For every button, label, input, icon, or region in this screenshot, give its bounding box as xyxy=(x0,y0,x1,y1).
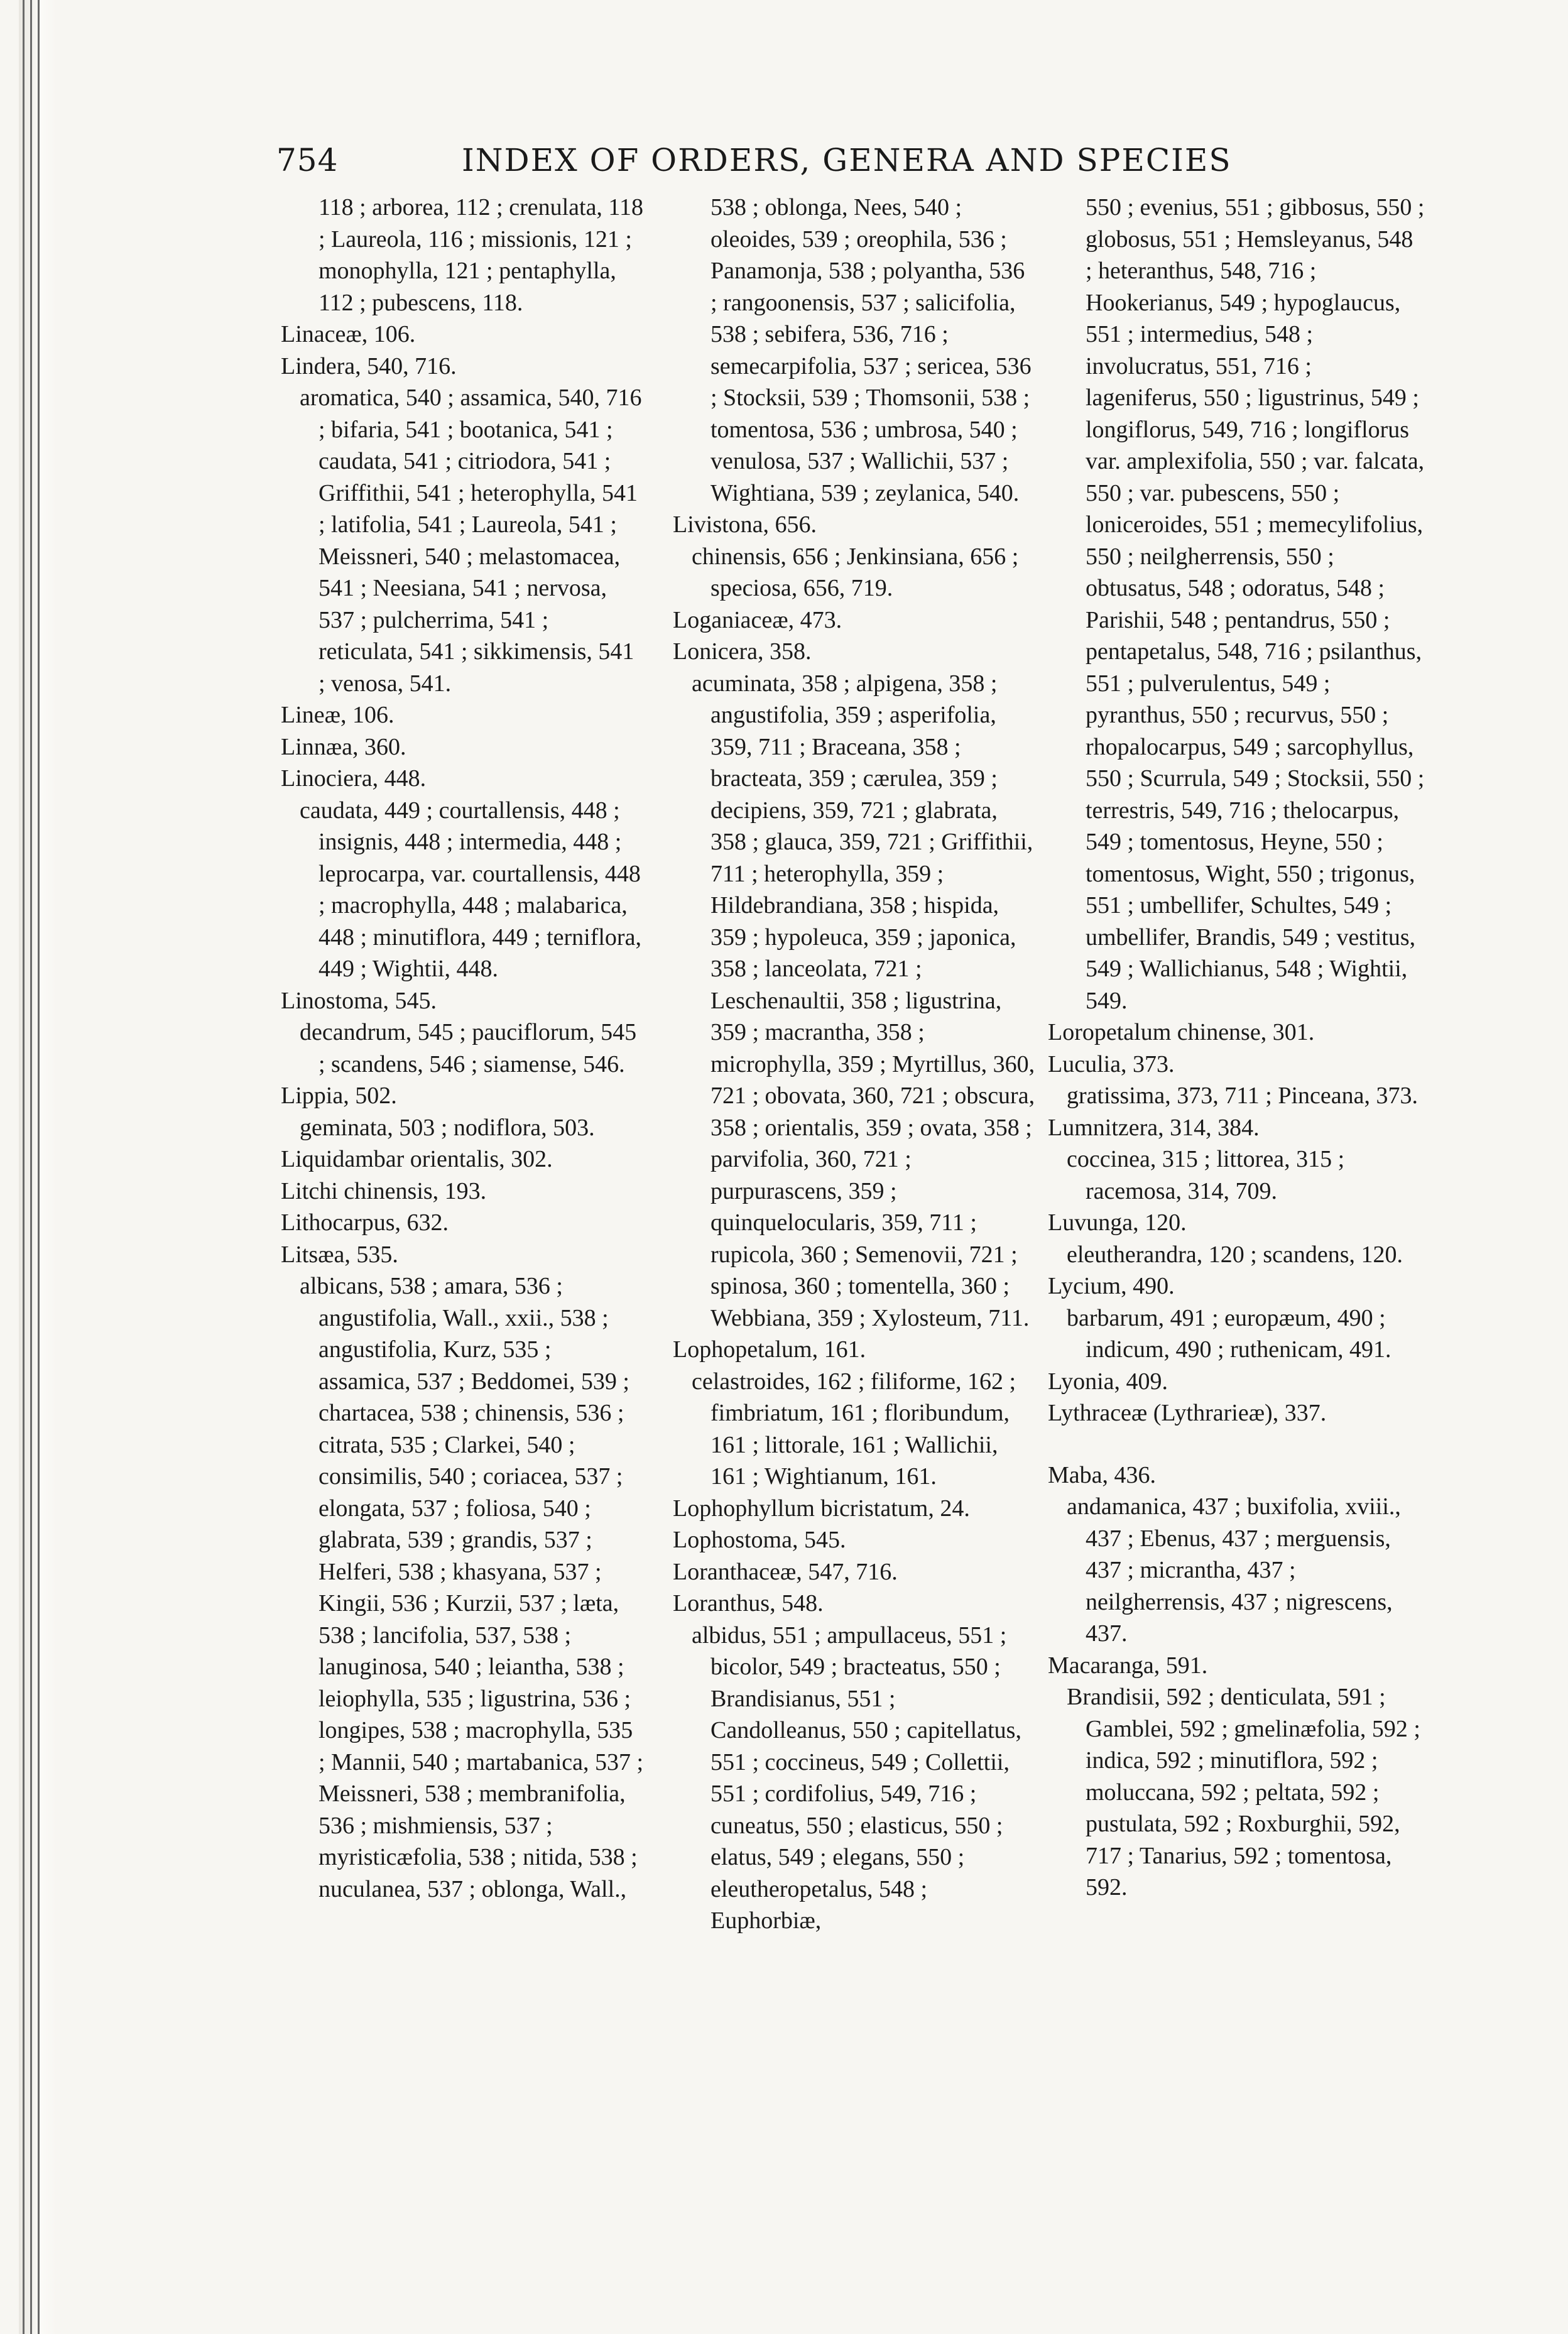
index-entry-subentries: andamanica, 437 ; buxifolia, xviii., 437 ; Ebenus, 437 ; merguensis, 437 ; micrantha, 437 ; neilgherrensis, 437 ; nigrescens, 437. xyxy=(1067,1493,1401,1647)
index-entry-subentries: barbarum, 491 ; europæum, 490 ; indicum, 490 ; ruthenicam, 491. xyxy=(1067,1304,1391,1363)
index-entry-subentries: Brandisii, 592 ; denticulata, 591 ; Gamblei, 592 ; gmelinæfolia, 592 ; indica, 592 ; minutiflora, 592 ; moluccana, 592 ; peltata, 592 ; pustulata, 592 ; Roxburghii, 592, 717 ; Tanarius, 592 ; tomentosa, 592. xyxy=(1067,1684,1420,1900)
index-entry-heading: Lophostoma, 545. xyxy=(673,1527,846,1553)
index-entry-heading: Macaranga, 591. xyxy=(1048,1652,1208,1679)
index-entry-heading: Lumnitzera, 314, 384. xyxy=(1048,1114,1260,1141)
page-number: 754 xyxy=(276,142,339,178)
index-entry-subentries: gratissima, 373, 711 ; Pinceana, 373. xyxy=(1067,1082,1418,1109)
index-entry-subentries: 550 ; evenius, 551 ; gibbosus, 550 ; globosus, 551 ; Hemsleyanus, 548 ; heteranthus, 548, 716 ; Hookerianus, 549 ; hypoglaucus, 551 ; intermedius, 548 ; involucratus, 551, 716 ; lageniferus, 550 ; ligustrinus, 549 ; longiflorus, 549, 716 ; longiflorus var. amplexifolia, 550 ; var. falcata, 550 ; var. pubescens, 550 ; loniceroides, 551 ; memecylifolius, 550 ; neilgherrensis, 550 ; obtusatus, 548 ; odoratus, 548 ; Parishii, 548 ; pentandrus, 550 ; pentapetalus, 548, 716 ; psilanthus, 551 ; pulverulentus, 549 ; pyranthus, 550 ; recurvus, 550 ; rhopalocarpus, 549 ; sarcophyllus, 550 ; Scurrula, 549 ; Stocksii, 550 ; terrestris, 549, 716 ; thelocarpus, 549 ; tomentosus, Heyne, 550 ; tomentosus, Wight, 550 ; trigonus, 551 ; umbellifer, Schultes, 549 ; umbellifer, Brandis, 549 ; vestitus, 549 ; Wallichianus, 548 ; Wightii, 549. xyxy=(1086,194,1425,1014)
index-entry-heading: Linnæa, 360. xyxy=(281,733,406,760)
index-entry-heading: Loranthus, 548. xyxy=(673,1590,824,1617)
index-entry-subentries: geminata, 503 ; nodiflora, 503. xyxy=(300,1114,595,1141)
index-entry-heading: Lophopetalum, 161. xyxy=(673,1336,866,1363)
index-entry-heading: Lonicera, 358. xyxy=(673,638,812,665)
index-column-3 xyxy=(1048,192,1425,1904)
index-entry-heading: Loganiaceæ, 473. xyxy=(673,606,842,633)
index-entry-heading: Lycium, 490. xyxy=(1048,1273,1175,1299)
index-entry-heading: Luvunga, 120. xyxy=(1048,1209,1187,1236)
index-column-2 xyxy=(673,192,1037,1937)
index-entry-subentries: celastroides, 162 ; filiforme, 162 ; fimbriatum, 161 ; floribundum, 161 ; littorale, 161 ; Wallichii, 161 ; Wightianum, 161. xyxy=(692,1368,1016,1490)
index-entry-heading: Lythraceæ (Lythrarieæ), 337. xyxy=(1048,1400,1327,1426)
index-entry-subentries: chinensis, 656 ; Jenkinsiana, 656 ; speciosa, 656, 719. xyxy=(692,543,1019,601)
index-entry-heading: Litchi chinensis, 193. xyxy=(281,1177,487,1204)
index-entry-heading: Maba, 436. xyxy=(1048,1461,1157,1488)
index-entry-heading: Lindera, 540, 716. xyxy=(281,352,457,379)
index-entry-heading: Lophophyllum bicristatum, 24. xyxy=(673,1495,970,1522)
index-entry-subentries: albicans, 538 ; amara, 536 ; angustifolia, Wall., xxii., 538 ; angustifolia, Kurz, 535 ; assamica, 537 ; Beddomei, 539 ; chartacea, 538 ; chinensis, 536 ; citrata, 535 ; Clarkei, 540 ; consimilis, 540 ; coriacea, 537 ; elongata, 537 ; foliosa, 540 ; glabrata, 539 ; grandis, 537 ; Helferi, 538 ; khasyana, 537 ; Kingii, 536 ; Kurzii, 537 ; læta, 538 ; lancifolia, 537, 538 ; lanuginosa, 540 ; leiantha, 538 ; leiophylla, 535 ; ligustrina, 536 ; longipes, 538 ; macrophylla, 535 ; Mannii, 540 ; martabanica, 537 ; Meissneri, 538 ; membranifolia, 536 ; mishmiensis, 537 ; myristicæfolia, 538 ; nitida, 538 ; nuculanea, 537 ; oblonga, Wall., xyxy=(300,1273,644,1902)
index-column-1 xyxy=(281,192,645,1905)
index-entry-heading: Lyonia, 409. xyxy=(1048,1368,1168,1395)
running-head: INDEX OF ORDERS, GENERA AND SPECIES xyxy=(462,142,1232,178)
index-entry-heading: Loropetalum chinense, 301. xyxy=(1048,1019,1315,1045)
index-entry-subentries: coccinea, 315 ; littorea, 315 ; racemosa, 314, 709. xyxy=(1067,1146,1345,1204)
index-entry-heading: Linostoma, 545. xyxy=(281,987,437,1014)
index-entry-subentries: aromatica, 540 ; assamica, 540, 716 ; bifaria, 541 ; bootanica, 541 ; caudata, 541 ; citriodora, 541 ; Griffithii, 541 ; heterophylla, 541 ; latifolia, 541 ; Laureola, 541 ; Meissneri, 540 ; melastomacea, 541 ; Neesiana, 541 ; nervosa, 537 ; pulcherrima, 541 ; reticulata, 541 ; sikkimensis, 541 ; venosa, 541. xyxy=(300,384,642,697)
index-entry-heading: Loranthaceæ, 547, 716. xyxy=(673,1558,898,1585)
index-entry-subentries: eleutherandra, 120 ; scandens, 120. xyxy=(1067,1241,1403,1268)
index-entry-subentries: albidus, 551 ; ampullaceus, 551 ; bicolor, 549 ; bracteatus, 550 ; Brandisianus, 551 ; Candolleanus, 550 ; capitellatus, 551 ; coccineus, 549 ; Collettii, 551 ; cordifolius, 549, 716 ; cuneatus, 550 ; elasticus, 550 ; elatus, 549 ; elegans, 550 ; eleutheropetalus, 548 ; Euphorbiæ, xyxy=(692,1622,1021,1934)
index-entry-subentries: acuminata, 358 ; alpigena, 358 ; angustifolia, 359 ; asperifolia, 359, 711 ; Braceana, 358 ; bracteata, 359 ; cærulea, 359 ; decipiens, 359, 721 ; glabrata, 358 ; glauca, 359, 721 ; Griffithii, 711 ; heterophylla, 359 ; Hildebrandiana, 358 ; hispida, 359 ; hypoleuca, 359 ; japonica, 358 ; lanceolata, 721 ; Leschenaultii, 358 ; ligustrina, 359 ; macrantha, 358 ; microphylla, 359 ; Myrtillus, 360, 721 ; obovata, 360, 721 ; obscura, 358 ; orientalis, 359 ; ovata, 358 ; parvifolia, 360, 721 ; purpurascens, 359 ; quinquelocularis, 359, 711 ; rupicola, 360 ; Semenovii, 721 ; spinosa, 360 ; tomentella, 360 ; Webbiana, 359 ; Xylosteum, 711. xyxy=(692,670,1035,1331)
index-entry-subentries: caudata, 449 ; courtallensis, 448 ; insignis, 448 ; intermedia, 448 ; leprocarpa, var. courtallensis, 448 ; macrophylla, 448 ; malabarica, 448 ; minutiflora, 449 ; terniflora, 449 ; Wightii, 448. xyxy=(300,797,641,982)
index-entry-subentries: 538 ; oblonga, Nees, 540 ; oleoides, 539 ; oreophila, 536 ; Panamonja, 538 ; polyantha, 536 ; rangoonensis, 537 ; salicifolia, 538 ; sebifera, 536, 716 ; semecarpifolia, 537 ; sericea, 536 ; Stocksii, 539 ; Thomsonii, 538 ; tomentosa, 536 ; umbrosa, 540 ; venulosa, 537 ; Wallichii, 537 ; Wightiana, 539 ; zeylanica, 540. xyxy=(710,194,1032,506)
index-entry-heading: Lineæ, 106. xyxy=(281,702,395,728)
index-entry-subentries: decandrum, 545 ; pauciflorum, 545 ; scandens, 546 ; siamense, 546. xyxy=(300,1019,637,1077)
index-entry-heading: Linociera, 448. xyxy=(281,765,427,792)
page-binding-edge xyxy=(19,0,57,2334)
index-entry-heading: Lippia, 502. xyxy=(281,1082,397,1109)
index-entry-heading: Linaceæ, 106. xyxy=(281,321,416,347)
index-entry-heading: Livistona, 656. xyxy=(673,511,817,538)
index-entry-heading: Litsæa, 535. xyxy=(281,1241,398,1268)
index-entry-subentries: 118 ; arborea, 112 ; crenulata, 118 ; Laureola, 116 ; missionis, 121 ; monophylla, 121 ; pentaphylla, 112 ; pubescens, 118. xyxy=(318,194,644,316)
index-entry-heading: Lithocarpus, 632. xyxy=(281,1209,449,1236)
index-entry-heading: Luculia, 373. xyxy=(1048,1050,1175,1077)
index-entry-heading: Liquidambar orientalis, 302. xyxy=(281,1146,553,1172)
